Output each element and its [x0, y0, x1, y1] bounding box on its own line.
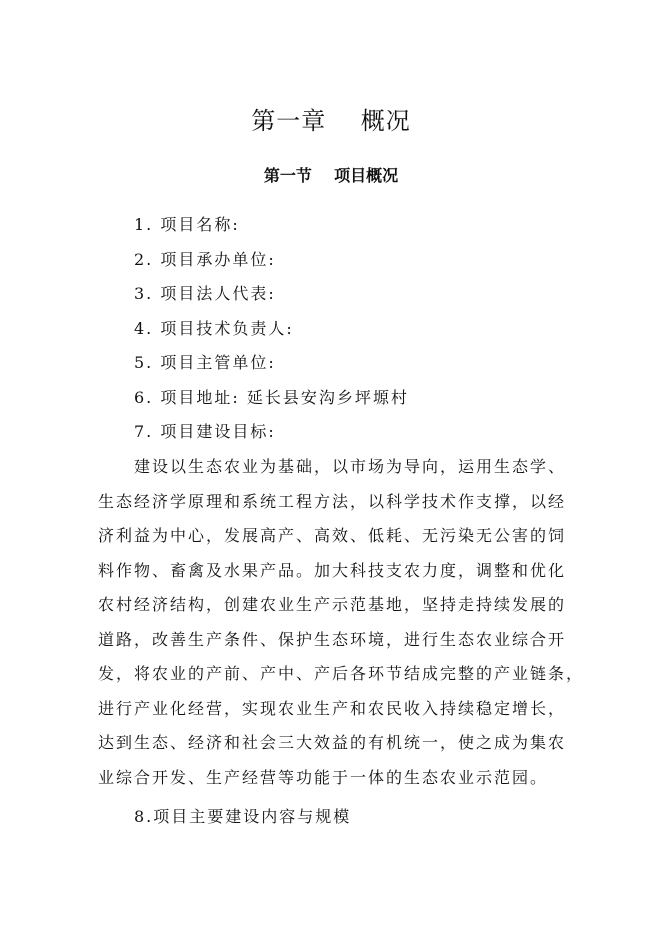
paragraph-line: 道路，改善生产条件、保护生态环境，进行生态农业综合开: [98, 629, 567, 649]
paragraph-line: 农村经济结构，创建农业生产示范基地，坚持走持续发展的: [98, 595, 567, 614]
list-item-project-objective: 7. 项目建设目标:: [134, 422, 276, 441]
paragraph-line: 发，将农业的产前、产中、产后各环节结成完整的产业链条，: [98, 664, 585, 683]
list-item-project-address: 6. 项目地址: 延长县安沟乡坪塬村: [134, 387, 409, 407]
list-item-supervising-unit: 5. 项目主管单位:: [134, 353, 276, 372]
chapter-title: 第一章 概况: [251, 107, 411, 135]
paragraph-line: 料作物、畜禽及水果产品。加大科技支农力度，调整和优化: [98, 560, 567, 580]
paragraph-line: 济利益为中心，发展高产、高效、低耗、无污染无公害的饲: [98, 526, 567, 545]
list-item-undertaking-unit: 2. 项目承办单位:: [134, 249, 276, 269]
list-item-technical-lead: 4. 项目技术负责人:: [134, 318, 294, 338]
paragraph-line: 进行产业化经营，实现农业生产和农民收入持续稳定增长，: [98, 698, 567, 718]
list-item-construction-content: 8.项目主要建设内容与规模: [134, 807, 352, 826]
list-item-legal-representative: 3. 项目法人代表:: [134, 284, 276, 303]
paragraph-line: 业综合开发、生产经营等功能于一体的生态农业示范园。: [98, 767, 549, 787]
project-info-list: [134, 212, 409, 454]
paragraph-line: 达到生态、经济和社会三大效益的有机统一，使之成为集农: [98, 733, 567, 752]
paragraph-line: 生态经济学原理和系统工程方法，以科学技术作支撑，以经: [98, 491, 567, 511]
objective-paragraph: [98, 454, 585, 799]
section-title: 第一节 项目概况: [263, 166, 399, 185]
paragraph-line: 建设以生态农业为基础，以市场为导向，运用生态学、: [134, 457, 567, 476]
list-item-project-name: 1. 项目名称:: [134, 215, 240, 234]
